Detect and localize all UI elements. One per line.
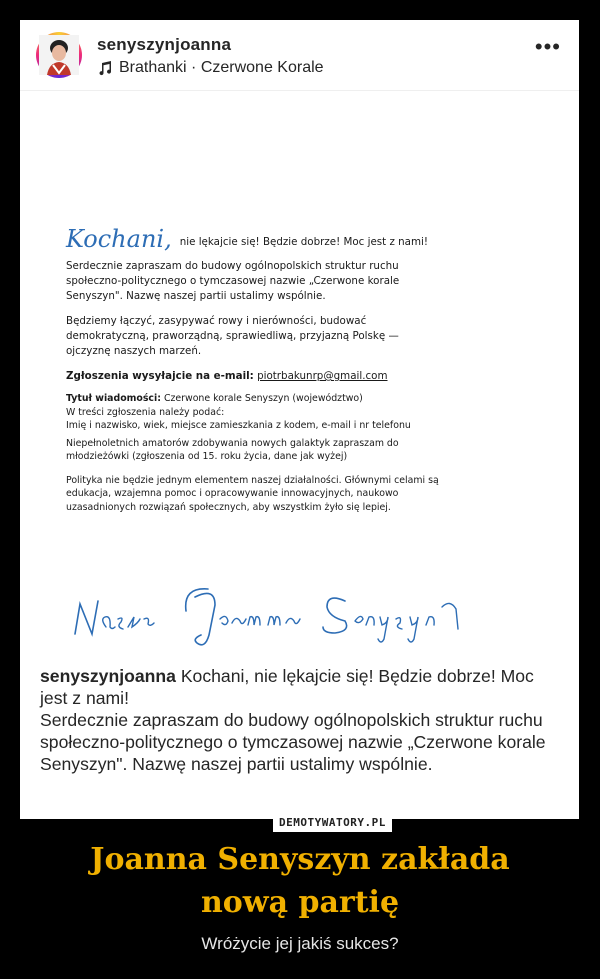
post-image xyxy=(20,91,579,661)
music-label: Brathanki · Czerwone Korale xyxy=(119,59,324,76)
text-line: Będziemy łączyć, zasypywać rowy i nierówności, budować xyxy=(66,315,367,327)
paragraph-invite xyxy=(66,259,496,304)
meme-subtitle: Wróżycie jej jakiś sukces? xyxy=(201,934,399,953)
contents-line: W treści zgłoszenia należy podać: xyxy=(66,406,225,418)
text-line: młodzieżówki (zgłoszenia od 15. roku życia, dane jak wyżej) xyxy=(66,451,348,462)
music-info[interactable] xyxy=(97,59,324,77)
text-line: demokratyczną, praworządną, sprawiedliwą, przyjazną Polskę — xyxy=(66,330,399,342)
subject-label: Tytuł wiadomości: xyxy=(66,393,161,404)
site-watermark: DEMOTYWATORY.PL xyxy=(273,813,392,832)
more-options-icon[interactable]: ••• xyxy=(534,34,561,59)
avatar-photo xyxy=(39,35,79,75)
text-line: Polityka nie będzie jednym elementem naszej działalności. Głównymi celami są xyxy=(66,474,439,486)
letter xyxy=(66,221,496,514)
text-line: Senyszyn". Nazwę naszej partii ustalimy wspólnie. xyxy=(66,290,326,302)
email-line xyxy=(66,369,496,384)
post-header xyxy=(20,20,579,91)
greeting-script: Kochani, xyxy=(66,225,172,253)
application-info xyxy=(66,392,496,464)
meme-title-line-1: Joanna Senyszyn zakłada xyxy=(90,842,510,877)
greeting xyxy=(66,221,496,251)
meme-frame xyxy=(20,20,579,829)
text-line: społeczno-politycznego o tymczasowej nazwie „Czerwone korale xyxy=(66,275,400,287)
email-link[interactable]: piotrbakunrp@gmail.com xyxy=(257,370,388,382)
caption-text-2: Serdecznie zapraszam do budowy ogólnopolskich struktur ruchu społeczno-politycznego o tymczasowej nazwie „Czerwone korale Senyszyn". Nazwę naszej partii ustalimy wspólnie. xyxy=(40,710,546,774)
avatar[interactable] xyxy=(36,32,82,78)
post-caption xyxy=(40,665,565,775)
text-line: Serdecznie zapraszam do budowy ogólnopolskich struktur ruchu xyxy=(66,260,399,272)
music-note-icon xyxy=(97,60,113,76)
fields-line: Imię i nazwisko, wiek, miejsce zamieszkania z kodem, e-mail i nr telefonu xyxy=(66,420,411,431)
caption-first xyxy=(40,665,565,709)
meme-title-line-2: nową partię xyxy=(200,885,400,920)
text-line: ojczyznę naszych marzeń. xyxy=(66,345,202,357)
subject-value: Czerwone korale Senyszyn (województwo) xyxy=(163,393,363,404)
caption-username[interactable]: senyszynjoanna xyxy=(40,666,176,686)
caption-text-1: Kochani, nie lękajcie się! Będzie dobrze! Moc jest z nami! xyxy=(40,666,534,708)
text-line: edukacja, wzajemna pomoc i opracowywanie innowacyjnych, naukowo xyxy=(66,488,399,499)
paragraph-policy xyxy=(66,474,496,515)
greeting-text: nie lękajcie się! Będzie dobrze! Moc jest z nami! xyxy=(179,236,429,248)
email-label: Zgłoszenia wysyłajcie na e-mail: xyxy=(66,370,254,382)
text-line: uzasadnionych rozwiązań społecznych, aby wszystkim żyło się lepiej. xyxy=(66,501,391,513)
post-username[interactable]: senyszynjoanna xyxy=(97,35,232,54)
paragraph-goals xyxy=(66,314,496,359)
handwritten-signature xyxy=(70,579,540,649)
text-line: Niepełnoletnich amatorów zdobywania nowych galaktyk zapraszam do xyxy=(66,437,399,449)
